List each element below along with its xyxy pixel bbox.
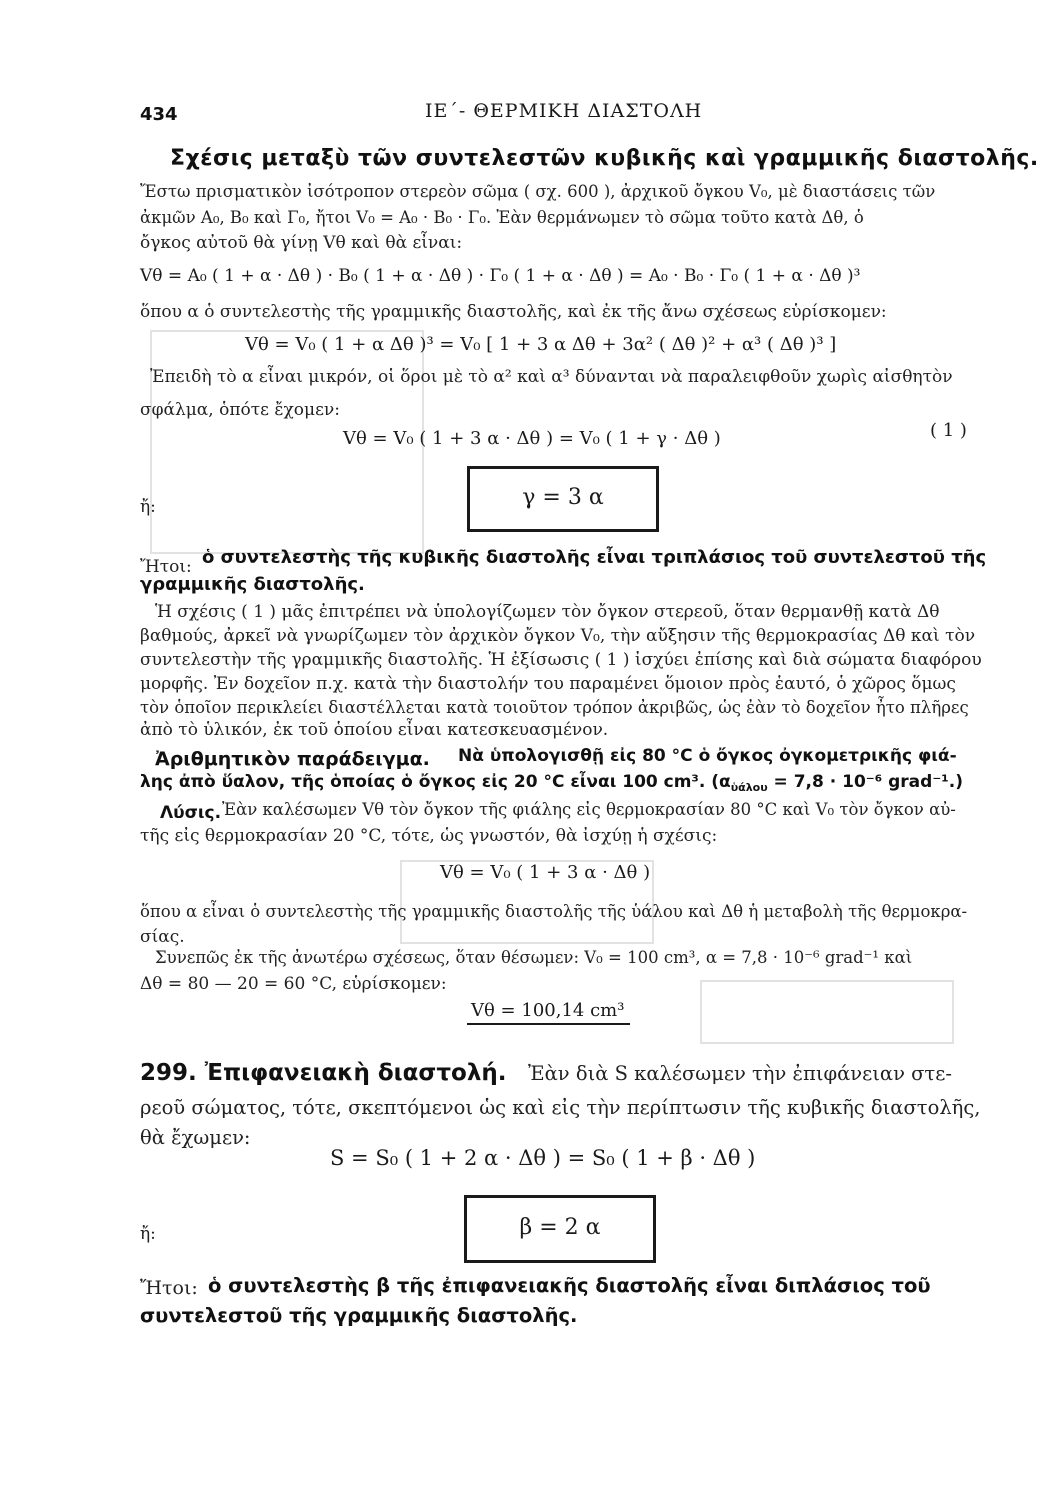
equation-1-number: ( 1 ) [930, 420, 967, 441]
section-299-intro-tail: Ἐὰν διὰ S καλέσωμεν τὴν ἐπιφάνειαν στε- [528, 1062, 952, 1085]
section-299-conclusion-prefix: Ἤτοι: [140, 1277, 198, 1299]
solution-label: Λύσις. [160, 803, 222, 823]
section-299-line-2: ρεοῦ σώματος, τότε, σκεπτόμενοι ὡς καὶ εἰς τὴν περίπτωσιν τῆς κυβικῆς διαστολῆς, [140, 1096, 981, 1119]
hence-line-1: Συνεπῶς ἐκ τῆς ἀνωτέρω σχέσεως, ὅταν θέσωμεν: V₀ = 100 cm³, α = 7,8 · 10⁻⁶ grad⁻¹ καὶ [155, 948, 913, 967]
example-result: Vθ = 100,14 cm³ [467, 1000, 630, 1025]
paragraph-line-3: συντελεστὴν τῆς γραμμικῆς διαστολῆς. Ἡ ἐξίσωσις ( 1 ) ἰσχύει ἐπίσης καὶ διὰ σώματα διαφόρου [140, 650, 982, 670]
bleed-through-box-2 [700, 980, 954, 1044]
alpha-glass-subscript: ὑάλου [730, 781, 768, 794]
paragraph-line-4: μορφῆς. Ἐν δοχεῖον π.χ. κατὰ τὴν διαστολήν του παραμένει ὅμοιον πρὸς ἑαυτό, ὁ χῶρος ὅμως [140, 674, 956, 694]
section-299-equation: S = S₀ ( 1 + 2 α · Δθ ) = S₀ ( 1 + β · Δθ ) [330, 1146, 756, 1170]
section-299-conclusion-line-2: συντελεστοῦ τῆς γραμμικῆς διαστολῆς. [140, 1304, 578, 1327]
since-line-2: σφάλμα, ὁπότε ἔχομεν: [140, 400, 340, 420]
conclusion-prefix: Ἤτοι: [140, 557, 192, 577]
where-line-1: ὅπου α εἶναι ὁ συντελεστὴς τῆς γραμμικῆς διαστολῆς τῆς ὑάλου καὶ Δθ ἡ μεταβολὴ τῆς θερμοκρα- [140, 902, 968, 921]
example-title-rest-2a: λης ἀπὸ ὕαλον, τῆς ὁποίας ὁ ὄγκος εἰς 20 °C εἶναι 100 cm³. (α [140, 772, 731, 792]
conclusion-bold-line-2: γραμμικῆς διαστολῆς. [140, 574, 365, 595]
paragraph-line-1: Ἡ σχέσις ( 1 ) μᾶς ἐπιτρέπει νὰ ὑπολογίζωμεν τὸν ὄγκον στερεοῦ, ὅταν θερμανθῇ κατὰ Δθ [155, 602, 940, 622]
intro-line-2: ἀκμῶν A₀, B₀ καὶ Γ₀, ἤτοι V₀ = A₀ · B₀ · Γ₀. Ἐὰν θερμάνωμεν τὸ σῶμα τοῦτο κατὰ Δθ, ὁ [140, 208, 864, 227]
paragraph-line-5: τὸν ὁποῖον περικλείει διαστέλλεται κατὰ τοιοῦτον τρόπον ἀκριβῶς, ὡς ἐὰν τὸ δοχεῖον ἦτο πλῆρες [140, 698, 969, 717]
example-title-lead: Ἀριθμητικὸν παράδειγμα. [155, 748, 430, 770]
section-299-title: 299. Ἐπιφανειακὴ διαστολή. [140, 1060, 507, 1086]
gamma-equals-3-alpha: γ = 3 α [522, 485, 604, 510]
since-line-1: Ἐπειδὴ τὸ α εἶναι μικρόν, οἱ ὅροι μὲ τὸ α² καὶ α³ δύνανται νὰ παραλειφθοῦν χωρὶς αἰσθητὸν [150, 367, 953, 387]
paragraph-line-2: βαθμούς, ἀρκεῖ νὰ γνωρίζωμεν τὸν ἀρχικὸν ὄγκον V₀, τὴν αὔξησιν τῆς θερμοκρασίας Δθ καὶ τὸν [140, 626, 976, 646]
solution-line-2: τῆς εἰς θερμοκρασίαν 20 °C, τότε, ὡς γνωστόν, θὰ ἰσχύῃ ἡ σχέσις: [140, 826, 718, 846]
example-title-rest-2b: = 7,8 · 10⁻⁶ grad⁻¹.) [767, 772, 963, 792]
boxed-result-beta [464, 1195, 656, 1263]
equation-cube-expansion: Vθ = V₀ ( 1 + α Δθ )³ = V₀ [ 1 + 3 α Δθ + 3α² ( Δθ )² + α³ ( Δθ )³ ] [245, 334, 837, 355]
section-title: Σχέσις μεταξὺ τῶν συντελεστῶν κυβικῆς καὶ γραμμικῆς διαστολῆς. [170, 146, 1039, 171]
intro-line-1: Ἔστω πρισματικὸν ἰσότροπον στερεὸν σῶμα ( σχ. 600 ), ἀρχικοῦ ὄγκου V₀, μὲ διαστάσεις τῶν [140, 182, 936, 201]
section-299-conclusion-line-1: ὁ συντελεστὴς β τῆς ἐπιφανειακῆς διαστολῆς εἶναι διπλάσιος τοῦ [208, 1274, 931, 1297]
example-equation: Vθ = V₀ ( 1 + 3 α · Δθ ) [440, 862, 651, 883]
boxed-result-gamma [467, 466, 659, 532]
where-line-2: σίας. [140, 927, 185, 947]
equation-volume-product: Vθ = A₀ ( 1 + α · Δθ ) · B₀ ( 1 + α · Δθ ) · Γ₀ ( 1 + α · Δθ ) = A₀ · B₀ · Γ₀ ( 1 + α · Δθ )³ [140, 266, 861, 286]
paragraph-line-6: ἀπὸ τὸ ὑλικόν, ἐκ τοῦ ὁποίου εἶναι κατεσκευασμένον. [140, 720, 609, 740]
equation-1: Vθ = V₀ ( 1 + 3 α · Δθ ) = V₀ ( 1 + γ · Δθ ) [343, 428, 721, 449]
beta-equals-2-alpha: β = 2 α [519, 1215, 601, 1240]
page-number: 434 [140, 104, 178, 125]
where-alpha-line: ὅπου α ὁ συντελεστὴς τῆς γραμμικῆς διαστολῆς, καὶ ἐκ τῆς ἄνω σχέσεως εὑρίσκομεν: [140, 302, 887, 322]
solution-line-1: Ἐὰν καλέσωμεν Vθ τὸν ὄγκον τῆς φιάλης εἰς θερμοκρασίαν 80 °C καὶ V₀ τὸν ὄγκον αὐ- [222, 800, 956, 819]
section-299-line-3: θὰ ἔχωμεν: [140, 1126, 251, 1149]
example-title-rest-1: Νὰ ὑπολογισθῇ εἰς 80 °C ὁ ὄγκος ὀγκομετρικῆς φιά- [458, 746, 957, 766]
intro-line-3: ὄγκος αὐτοῦ θὰ γίνῃ Vθ καὶ θὰ εἶναι: [140, 233, 463, 253]
running-title: ΙΕ΄- ΘΕΡΜΙΚΗ ΔΙΑΣΤΟΛΗ [425, 100, 703, 122]
hence-line-2: Δθ = 80 — 20 = 60 °C, εὑρίσκομεν: [140, 974, 447, 994]
or-label: ἤ: [140, 497, 156, 517]
example-title-line-2 [140, 772, 963, 794]
conclusion-bold-line-1: ὁ συντελεστὴς τῆς κυβικῆς διαστολῆς εἶναι τριπλάσιος τοῦ συντελεστοῦ τῆς [202, 547, 987, 568]
section-299-or-label: ἤ: [140, 1224, 156, 1244]
